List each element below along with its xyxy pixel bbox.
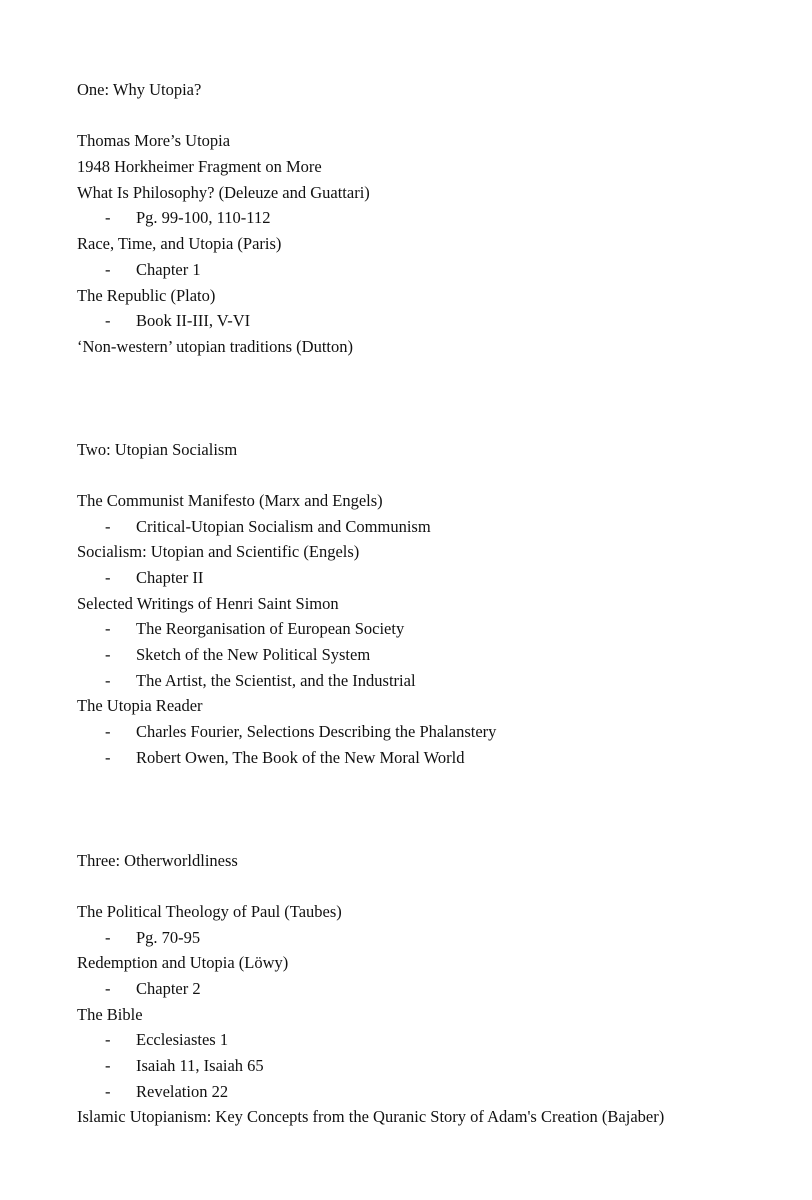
bullet-dash: - (105, 722, 111, 742)
section-heading: Two: Utopian Socialism (77, 439, 238, 459)
bullet-dash: - (105, 1030, 111, 1050)
sub-item (77, 642, 797, 668)
section (77, 848, 797, 1131)
bullet-dash: - (105, 670, 111, 690)
bullet-dash: - (105, 978, 111, 998)
sub-item-text: Charles Fourier, Selections Describing the Phalanstery (136, 722, 497, 742)
section (77, 437, 797, 771)
sub-item-text: Book II-III, V-VI (136, 311, 251, 331)
section-gap (77, 360, 797, 437)
sub-item (77, 565, 797, 591)
section-heading: Three: Otherworldliness (77, 850, 238, 870)
blank-line (77, 462, 797, 488)
bullet-dash: - (105, 747, 111, 767)
sub-item (77, 668, 797, 694)
blank-line (77, 103, 797, 129)
sub-item (77, 1053, 797, 1079)
sub-item (77, 745, 797, 771)
bullet-dash: - (105, 645, 111, 665)
section-gap (77, 771, 797, 848)
reading-entry: The Republic (Plato) (77, 285, 216, 305)
sub-item (77, 976, 797, 1002)
bullet-dash: - (105, 1081, 111, 1101)
reading-entry: ‘Non-western’ utopian traditions (Dutton) (77, 336, 354, 356)
bullet-dash: - (105, 619, 111, 639)
sub-item-text: Chapter 1 (136, 259, 201, 279)
bullet-dash: - (105, 927, 111, 947)
sub-item-text: Sketch of the New Political System (136, 645, 371, 665)
sub-item-text: Chapter II (136, 568, 204, 587)
bullet-dash: - (105, 1056, 111, 1075)
bullet-dash: - (105, 259, 111, 279)
bullet-dash: - (105, 208, 111, 228)
sub-item-text: Revelation 22 (136, 1081, 229, 1101)
section-heading: One: Why Utopia? (77, 80, 202, 99)
reading-entry: The Bible (77, 1004, 143, 1024)
sub-item (77, 308, 797, 334)
bullet-dash: - (105, 311, 111, 331)
bullet-dash: - (105, 516, 111, 536)
reading-entry: 1948 Horkheimer Fragment on More (77, 157, 322, 177)
reading-entry: What Is Philosophy? (Deleuze and Guattari) (77, 182, 370, 202)
reading-entry: Redemption and Utopia (Löwy) (77, 953, 289, 973)
sub-item (77, 257, 797, 283)
sub-item-text: Chapter 2 (136, 978, 201, 998)
reading-entry: Race, Time, and Utopia (Paris) (77, 234, 282, 254)
bullet-dash: - (105, 568, 111, 587)
sub-item-text: Ecclesiastes 1 (136, 1030, 229, 1050)
reading-entry: Selected Writings of Henri Saint Simon (77, 593, 339, 613)
reading-entry: Islamic Utopianism: Key Concepts from the Quranic Story of Adam's Creation (Bajaber) (77, 1107, 665, 1127)
blank-line (77, 873, 797, 899)
sub-item-text: Pg. 99-100, 110-112 (136, 208, 271, 228)
sub-item (77, 616, 797, 642)
reading-entry: Socialism: Utopian and Scientific (Engels) (77, 542, 360, 562)
sub-item (77, 514, 797, 540)
sub-item (77, 205, 797, 231)
sub-item-text: Isaiah 11, Isaiah 65 (136, 1056, 264, 1075)
sub-item-text: Critical-Utopian Socialism and Communism (136, 516, 431, 536)
reading-entry: Thomas More’s Utopia (77, 131, 231, 151)
reading-entry: The Political Theology of Paul (Taubes) (77, 901, 342, 921)
sub-item-text: The Artist, the Scientist, and the Industrial (136, 670, 416, 690)
sub-item-text: The Reorganisation of European Society (136, 619, 405, 639)
reading-entry: The Utopia Reader (77, 696, 203, 716)
reading-entry: The Communist Manifesto (Marx and Engels) (77, 490, 383, 510)
section (77, 77, 797, 360)
sub-item-text: Pg. 70-95 (136, 927, 201, 947)
sub-item (77, 1027, 797, 1053)
sub-item (77, 719, 797, 745)
document-page (77, 77, 797, 1130)
sub-item (77, 925, 797, 951)
sub-item (77, 1079, 797, 1105)
sub-item-text: Robert Owen, The Book of the New Moral World (136, 747, 465, 767)
